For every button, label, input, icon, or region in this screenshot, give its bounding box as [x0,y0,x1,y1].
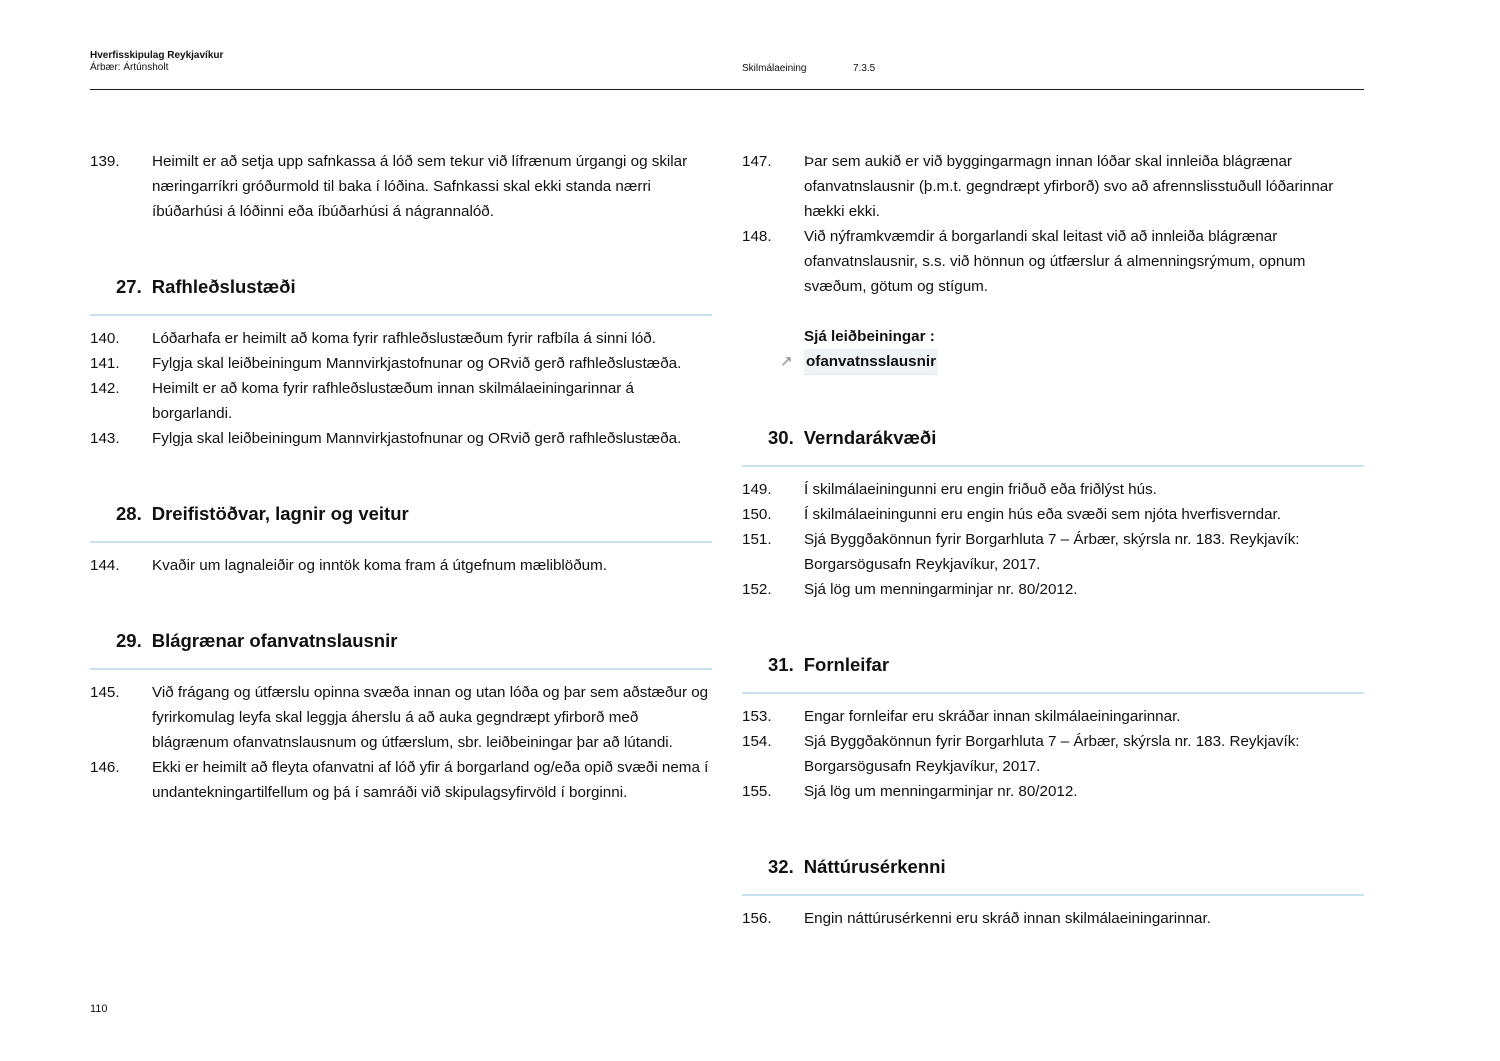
list-item [742,906,1364,931]
item-number: 151. [742,531,772,548]
section-number: 31. [768,654,794,675]
item-text: Við frágang og útfærslu opinna svæða innan og utan lóða og þar sem aðstæður og fyrirkomulag leyfa skal leggja áherslu á að auka gegndræpt yfirborð með blágrænum ofanvatnslausnum og útfærslum, sbr. leiðbeiningar þar að lútandi. [152,684,709,751]
item-text: Kvaðir um lagnaleiðir og inntök koma fram á útgefnum mæliblöðum. [152,557,607,574]
item-text: Við nýframkvæmdir á borgarlandi skal leitast við að innleiða blágrænar ofanvatnslausnir, s.s. við hönnun og útfærslur á almenningsrýmum, opnum svæðum, götum og stígum. [804,228,1306,295]
section-divider [742,692,1364,694]
section-title: Dreifistöðvar, lagnir og veitur [151,503,409,524]
list-item [742,729,1364,779]
document-subtitle: Árbær: Ártúnsholt [90,62,169,73]
section-natturuserkenni [742,852,1364,931]
section-number: 29. [116,630,142,651]
section-title: Rafhleðslustæði [151,276,296,297]
item-number: 155. [742,783,772,800]
arrow-up-right-icon: ↗ [780,353,793,370]
section-divider [90,668,712,670]
item-number: 139. [90,153,120,170]
section-rafhledslustaedi [90,272,712,451]
left-column [90,149,712,805]
section-number: 28. [116,503,142,524]
item-text: Fylgja skal leiðbeiningum Mannvirkjastofnunar og ORvið gerð rafhleðslustæða. [152,355,682,372]
list-item [90,680,712,755]
item-text: Í skilmálaeiningunni eru engin friðuð eða friðlýst hús. [804,481,1157,498]
list-item [742,779,1364,804]
section-dreifistodvar [90,499,712,578]
item-number: 143. [90,430,120,447]
list-item [90,755,712,805]
list-item [90,553,712,578]
item-text: Sjá lög um menningarminjar nr. 80/2012. [804,581,1078,598]
right-column [742,149,1364,931]
see-also-block [742,324,1364,375]
section-label: Skilmálaeining [742,63,807,74]
item-number: 150. [742,506,772,523]
item-number: 145. [90,684,120,701]
item-number: 156. [742,910,772,927]
list-item [742,527,1364,577]
list-item [742,577,1364,602]
section-divider [742,894,1364,896]
guidelines-link[interactable]: ofanvatnsslausnir [804,349,938,375]
item-text: Þar sem aukið er við byggingarmagn innan lóðar skal innleiða blágrænar ofanvatnslausnir (þ.m.t. gegndræpt yfirborð) svo að afrennslisstuðull lóðarinnar hækki ekki. [804,153,1334,220]
section-number: 27. [116,276,142,297]
document-header [90,50,223,74]
item-text: Heimilt er að setja upp safnkassa á lóð sem tekur við lífrænum úrgangi og skilar næringarríkri gróðurmold til baka í lóðina. Safnkassi skal ekki standa nærri íbúðarhúsi á lóðinni eða íbúðarhúsi á nágrannalóð. [152,153,688,220]
section-title: Verndarákvæði [803,427,937,448]
item-number: 142. [90,380,120,397]
section-title: Fornleifar [803,654,890,675]
list-item [90,149,712,224]
list-item [90,326,712,351]
list-item [90,376,712,426]
item-number: 153. [742,708,772,725]
item-number: 147. [742,153,772,170]
item-number: 144. [90,557,120,574]
list-item [742,224,1364,299]
item-text: Heimilt er að koma fyrir rafhleðslustæðum innan skilmálaeiningarinnar á borgarlandi. [152,380,634,422]
item-number: 152. [742,581,772,598]
section-heading [742,423,1364,453]
section-blagraenar-ofanvatnslausnir [90,626,712,805]
item-text: Fylgja skal leiðbeiningum Mannvirkjastofnunar og ORvið gerð rafhleðslustæða. [152,430,682,447]
section-fornleifar [742,650,1364,804]
list-item [90,351,712,376]
item-number: 149. [742,481,772,498]
section-number: 32. [768,856,794,877]
list-item [742,502,1364,527]
section-divider [742,465,1364,467]
section-heading [90,272,712,302]
section-divider [90,541,712,543]
list-item [742,149,1364,224]
item-number: 148. [742,228,772,245]
section-heading [742,852,1364,882]
list-item [742,477,1364,502]
list-item [90,426,712,451]
document-title: Hverfisskipulag Reykjavíkur [90,50,224,61]
header-divider [90,89,1364,90]
see-also-label: Sjá leiðbeiningar : [804,328,935,345]
list-item [742,704,1364,729]
item-number: 140. [90,330,120,347]
section-heading [90,499,712,529]
page-number: 110 [90,1003,108,1015]
section-title: Náttúrusérkenni [803,856,946,877]
item-text: Sjá Byggðakönnun fyrir Borgarhluta 7 – Árbær, skýrsla nr. 183. Reykjavík: Borgarsögusafn Reykjavíkur, 2017. [804,531,1300,573]
section-indicator [742,63,876,75]
item-text: Lóðarhafa er heimilt að koma fyrir rafhleðslustæðum fyrir rafbíla á sinni lóð. [152,330,656,347]
section-divider [90,314,712,316]
item-text: Ekki er heimilt að fleyta ofanvatni af lóð yfir á borgarland og/eða opið svæði nema í undantekningartilfellum og þá í samráði við skipulagsyfirvöld í borginni. [152,759,709,801]
item-text: Sjá Byggðakönnun fyrir Borgarhluta 7 – Árbær, skýrsla nr. 183. Reykjavík: Borgarsögusafn Reykjavíkur, 2017. [804,733,1300,775]
item-text: Engin náttúrusérkenni eru skráð innan skilmálaeiningarinnar. [804,910,1211,927]
item-text: Engar fornleifar eru skráðar innan skilmálaeiningarinnar. [804,708,1181,725]
section-heading [742,650,1364,680]
item-number: 146. [90,759,120,776]
item-text: Sjá lög um menningarminjar nr. 80/2012. [804,783,1078,800]
section-heading [90,626,712,656]
section-verndarakvaedi [742,423,1364,602]
item-number: 141. [90,355,120,372]
section-code: 7.3.5 [853,63,876,74]
item-text: Í skilmálaeiningunni eru engin hús eða svæði sem njóta hverfisverndar. [804,506,1281,523]
section-title: Blágrænar ofanvatnslausnir [151,630,398,651]
section-number: 30. [768,427,794,448]
item-number: 154. [742,733,772,750]
